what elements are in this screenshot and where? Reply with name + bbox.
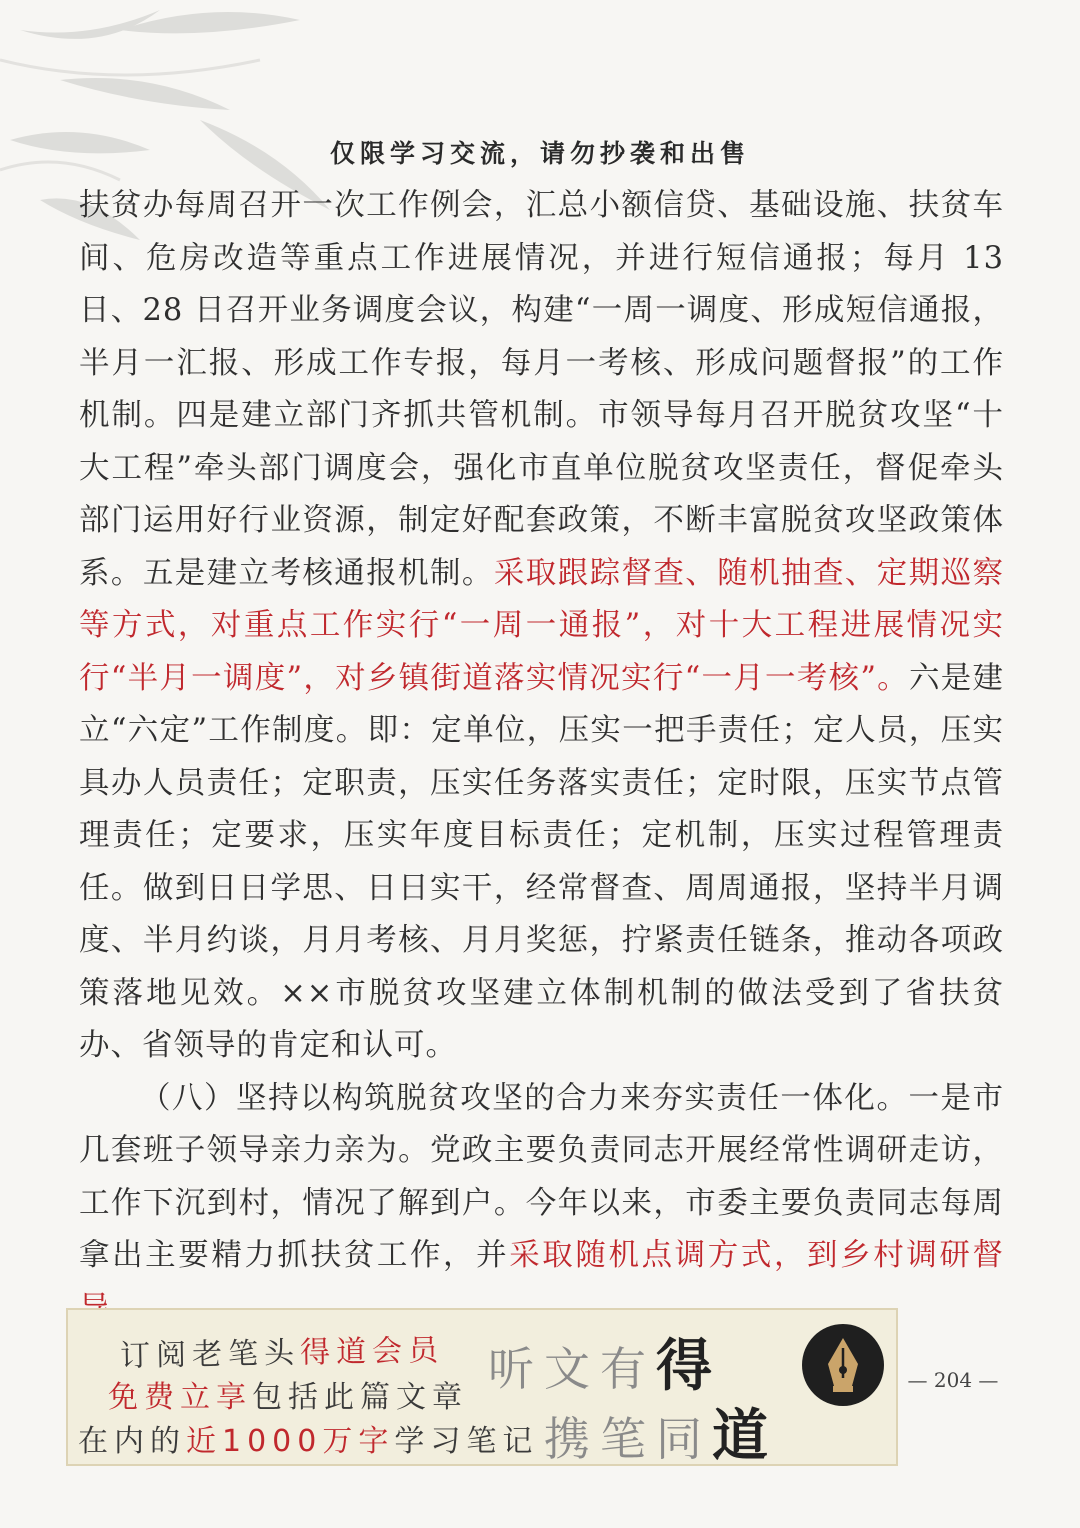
highlighted-text-segment: 采取跟踪督查、随机抽查、定期巡察等方式，对重点工作实行“一周一通报”，对十大工程进展情况实行“半月一调度”，对乡镇街道落实情况实行“一月一考核”。	[79, 555, 1005, 696]
page-number: — 204 —	[907, 1368, 999, 1392]
paragraph	[79, 1073, 1004, 1336]
subscription-banner[interactable]	[66, 1308, 898, 1469]
banner-text: 包括此篇文章	[252, 1380, 468, 1415]
slogan-text: 听文有	[488, 1342, 656, 1396]
banner-highlight-text: 近1000万字	[186, 1424, 395, 1459]
text-segment: 六是建立“六定”工作制度。即：定单位，压实一把手责任；定人员，压实具办人员责任；定职责，压实任务落实责任；定时限，压实节点管理责任；定要求，压实年度目标责任；定机制，压实过程管理责任。做到日日学思、日日实干，经常督查、周周通报，坚持半月调度、半月约谈，月月考核、月月奖惩，拧紧责任链条，推动各项政策落地见效。××市脱贫攻坚建立体制机制的做法受到了省扶贫办、省领导的肯定和认可。	[79, 660, 1004, 1063]
banner-slogan-1	[488, 1322, 722, 1402]
slogan-emphasis: 道	[712, 1403, 778, 1469]
banner-line-3	[78, 1416, 538, 1460]
text-segment: （八）坚持以构筑脱贫攻坚的合力来夯实责任一体化。一是市几套班子领导亲力亲为。党政主要负责同志开展经常性调研走访，工作下沉到村，情况了解到户。今年以来，市委主要负责同志每周拿出主要精力抓扶贫工作，并	[79, 1080, 1004, 1273]
slogan-text: 携笔同	[544, 1412, 712, 1466]
slogan-emphasis: 得	[656, 1333, 722, 1399]
text-segment: 扶贫办每周召开一次工作例会，汇总小额信贷、基础设施、扶贫车间、危房改造等重点工作进展情况，并进行短信通报；每月 13 日、28 日召开业务调度会议，构建“一周一调度、形成短信通报，半月一汇报、形成工作专报，每月一考核、形成问题督报”的工作机制。四是建立部门齐抓共管机制。市领导每月召开脱贫攻坚“十大工程”牵头部门调度会，强化市直单位脱贫攻坚责任，督促牵头部门运用好行业资源，制定好配套政策，不断丰富脱贫攻坚政策体系。五是建立考核通报机制。	[79, 188, 1004, 591]
paragraph	[79, 180, 1004, 1073]
banner-text: 订阅老笔头	[119, 1335, 301, 1374]
banner-highlight-text: 得道会员	[299, 1333, 445, 1371]
banner-line-2	[108, 1372, 468, 1416]
banner-highlight-text: 免费立享	[108, 1380, 252, 1415]
banner-text: 学习笔记	[394, 1424, 539, 1459]
fountain-pen-nib-icon[interactable]	[802, 1324, 884, 1406]
banner-text: 在内的	[78, 1424, 186, 1459]
highlighted-text-segment: 采取随机点调方式，到乡村调研督	[509, 1238, 1004, 1273]
banner-slogan-2	[544, 1392, 778, 1472]
body-text	[79, 180, 1004, 1335]
banner-line-1	[120, 1325, 445, 1375]
header-watermark: 仅限学习交流，请勿抄袭和出售	[329, 139, 750, 168]
